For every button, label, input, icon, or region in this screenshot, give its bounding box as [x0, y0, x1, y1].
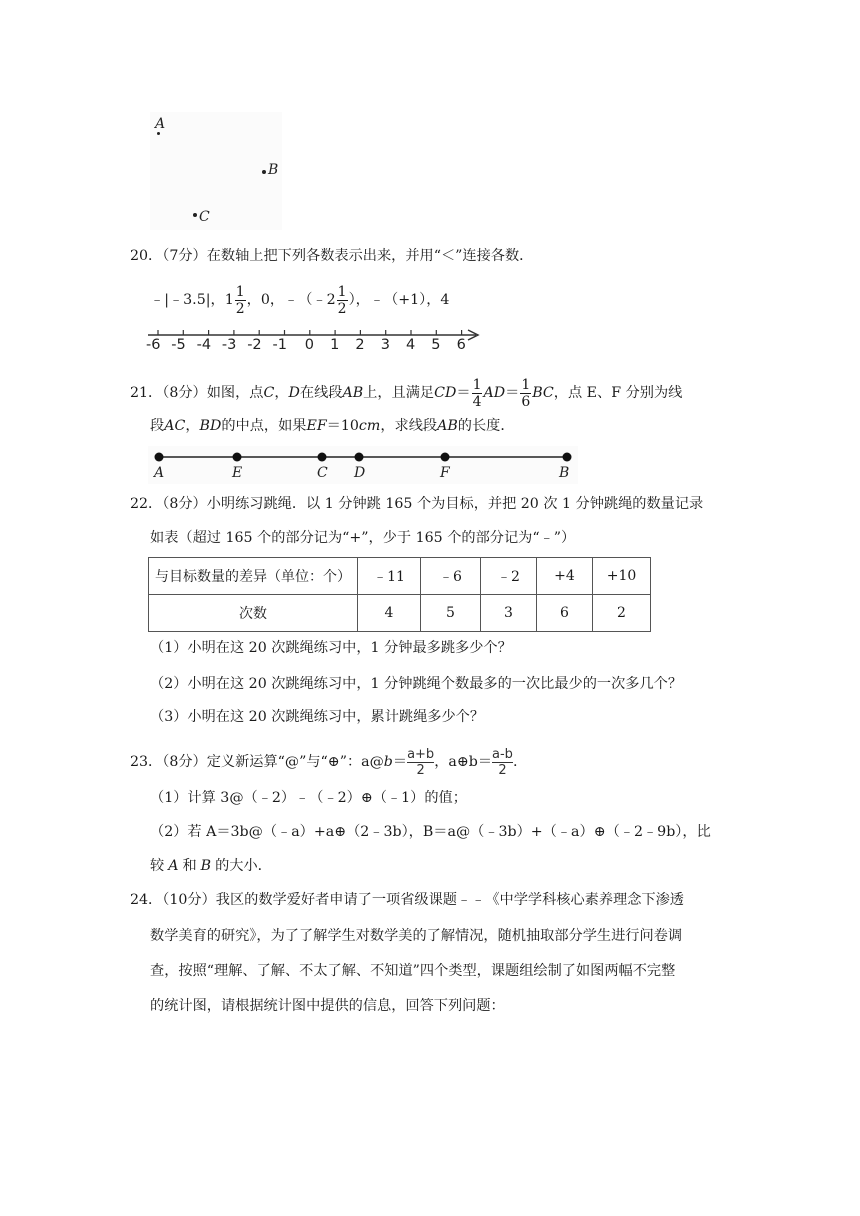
q22-sub2: （2）小明在这 20 次跳绳练习中，1 分钟跳绳个数最多的一次比最少的一次多几个？ — [150, 676, 683, 692]
q20-numbers — [150, 283, 449, 317]
q21-fraction-2 — [520, 377, 531, 410]
q23-text: ，a⊕b＝ — [434, 754, 493, 770]
q21-segment-ad: AD — [483, 385, 506, 401]
q20-fraction-2 — [337, 284, 348, 317]
number-line-tick-label: 0 — [304, 337, 315, 353]
number-line-tick-label: 2 — [355, 337, 365, 353]
q21-text: 在线段 — [299, 385, 343, 401]
number-line-tick-label: -5 — [171, 337, 186, 353]
q20-frac1-num: 1 — [235, 283, 245, 300]
number-line-tick-label: 5 — [431, 337, 441, 353]
table-cell: 6 — [537, 595, 593, 632]
seg-label-e: E — [232, 465, 243, 481]
q23-f2-num: a-b — [492, 746, 513, 762]
q21-frac2-den: 6 — [521, 393, 531, 410]
q20-whole: 1 — [224, 292, 234, 308]
q20-frac2-den: 2 — [337, 300, 347, 317]
q21-frac1-num: 1 — [472, 376, 482, 393]
q21-text: 21．（8分）如图，点 — [130, 385, 264, 401]
q23-text: 的大小． — [215, 858, 272, 874]
q23-text: 和 — [182, 858, 197, 874]
table-cell: ﹣11 — [358, 558, 421, 595]
q21-frac2-num: 1 — [521, 376, 531, 393]
q21-fraction-1 — [472, 377, 483, 410]
q23-var-b: b — [383, 754, 393, 770]
point-c-label: C — [199, 209, 210, 225]
q21-eq: ＝ — [505, 385, 520, 401]
point-b-dot — [262, 170, 266, 174]
seg-label-f: F — [440, 465, 450, 481]
seg-label-b: B — [559, 465, 570, 481]
q24-line1: 24．（10分）我区的数学爱好者申请了一项省级课题﹣﹣《中学学科核心素养理念下渗透 — [130, 892, 684, 908]
q20-title: 20．（7分）在数轴上把下列各数表示出来，并用“＜”连接各数． — [130, 248, 534, 264]
point-a-label: A — [155, 116, 166, 132]
table-cell: 3 — [481, 595, 537, 632]
number-line-tick-label: 3 — [380, 337, 390, 353]
table-header-cell: 与目标数量的差异（单位：个） — [149, 558, 358, 595]
table-cell: 2 — [593, 595, 651, 632]
q21-text: ， — [185, 418, 200, 434]
number-line-tick-label: 1 — [330, 337, 340, 353]
q23-sub2b — [150, 856, 272, 876]
table-cell: 4 — [358, 595, 421, 632]
q21-eq: ＝ — [456, 385, 471, 401]
points-figure — [150, 112, 282, 230]
q23-line1 — [130, 745, 517, 779]
table-row — [149, 558, 651, 595]
number-line-tick-label: -4 — [196, 337, 212, 353]
q21-text: 上，且满足 — [363, 385, 435, 401]
q20-fraction-1 — [235, 284, 246, 317]
q21-segment-ab: AB — [342, 385, 364, 401]
q21-segment-ac: AC — [164, 418, 186, 434]
q21-point-d: D — [288, 385, 300, 401]
point-b-label: B — [268, 162, 279, 178]
q21-text: ，求线段 — [380, 418, 438, 434]
q23-text: 较 — [150, 858, 165, 874]
q21-text: 段 — [150, 418, 165, 434]
q23-text: 23．（8分）定义新运算“@”与“⊕”：a@ — [130, 754, 384, 770]
number-line-tick-label: -3 — [221, 337, 237, 353]
q20-frac2-num: 1 — [337, 283, 347, 300]
q21-segment-ef: EF — [306, 418, 327, 434]
number-line-tick-label: 6 — [456, 337, 466, 353]
q21-segment-cd: CD — [434, 385, 457, 401]
q21-text: ＝10 — [326, 418, 359, 434]
jump-rope-table — [148, 557, 651, 632]
q21-point-c: C — [263, 385, 275, 401]
q22-line2: 如表（超过 165 个的部分记为“+”，少于 165 个的部分记为“﹣”） — [150, 530, 576, 546]
table-header-cell: 次数 — [149, 595, 358, 632]
segment-figure — [148, 446, 578, 484]
q22-line1: 22．（8分）小明练习跳绳．以 1 分钟跳 165 个为目标，并把 20 次 1 分钟跳绳的数量记录 — [130, 496, 704, 512]
number-line-tick-label: -1 — [272, 337, 287, 353]
seg-label-a: A — [154, 465, 165, 481]
seg-label-d: D — [354, 465, 366, 481]
number-line-tick-label: -6 — [146, 337, 161, 353]
table-cell: ﹣6 — [421, 558, 481, 595]
q21-segment-ab: AB — [437, 418, 458, 434]
q23-f1-den: 2 — [416, 762, 425, 778]
q23-sub1: （1）计算 3@（﹣2）﹣（﹣2）⊕（﹣1）的值； — [150, 790, 467, 806]
q23-fraction-1 — [407, 747, 434, 778]
q24-line2: 数学美育的研究》，为了了解学生对数学美的了解情况，随机抽取部分学生进行问卷调 — [150, 928, 683, 944]
q20-frac1-den: 2 — [235, 300, 245, 317]
q23-eq: ＝ — [392, 754, 408, 770]
q20-number-5: ），﹣（+1），4 — [348, 292, 450, 308]
q20-number-3: ，0，﹣（﹣2 — [246, 292, 336, 308]
q21-text: 的中点，如果 — [221, 418, 307, 434]
q23-f2-den: 2 — [498, 762, 507, 778]
q21-line1 — [130, 373, 682, 413]
q20-mixed-number-1 — [225, 283, 247, 317]
q23-fraction-2 — [492, 747, 513, 778]
table-cell: ﹣2 — [481, 558, 537, 595]
q21-segment-bc: BC — [532, 385, 554, 401]
q23-var-b-cap: B — [200, 858, 212, 874]
q21-frac1-den: 4 — [472, 393, 482, 410]
table-cell: +4 — [537, 558, 593, 595]
q20-number-1: ﹣|﹣3.5|， — [150, 292, 225, 308]
number-line-tick-label: 4 — [406, 337, 416, 353]
q22-sub3: （3）小明在这 20 次跳绳练习中，累计跳绳多少个？ — [150, 709, 485, 725]
q21-text: 的长度． — [457, 418, 515, 434]
q24-line3: 查，按照“理解、了解、不太了解、不知道”四个类型，课题组绘制了如图两幅不完整 — [150, 963, 676, 979]
q23-text: . — [512, 754, 518, 770]
table-cell: +10 — [593, 558, 651, 595]
point-c-dot — [193, 213, 197, 217]
q21-text: ， — [274, 385, 289, 401]
q23-f1-num: a+b — [407, 746, 435, 762]
table-row — [149, 595, 651, 632]
q21-segment-bd: BD — [199, 418, 222, 434]
q21-text: ，点 E、F 分别为线 — [553, 385, 683, 401]
number-line-tick-label: -2 — [247, 337, 262, 353]
table-cell: 5 — [421, 595, 481, 632]
q21-unit-cm: cm — [358, 418, 381, 434]
q23-sub2: （2）若 A＝3b@（﹣a）+a⊕（2﹣3b），B＝a@（﹣3b）+（﹣a）⊕（﹣2﹣9b），比 — [150, 824, 711, 840]
q22-sub1: （1）小明在这 20 次跳绳练习中，1 分钟最多跳多少个？ — [150, 640, 512, 656]
point-a-dot — [157, 132, 160, 135]
q24-line4: 的统计图，请根据统计图中提供的信息，回答下列问题： — [150, 998, 505, 1014]
q21-line2 — [150, 416, 515, 436]
seg-label-c: C — [317, 465, 328, 481]
q23-var-a: A — [168, 858, 179, 874]
